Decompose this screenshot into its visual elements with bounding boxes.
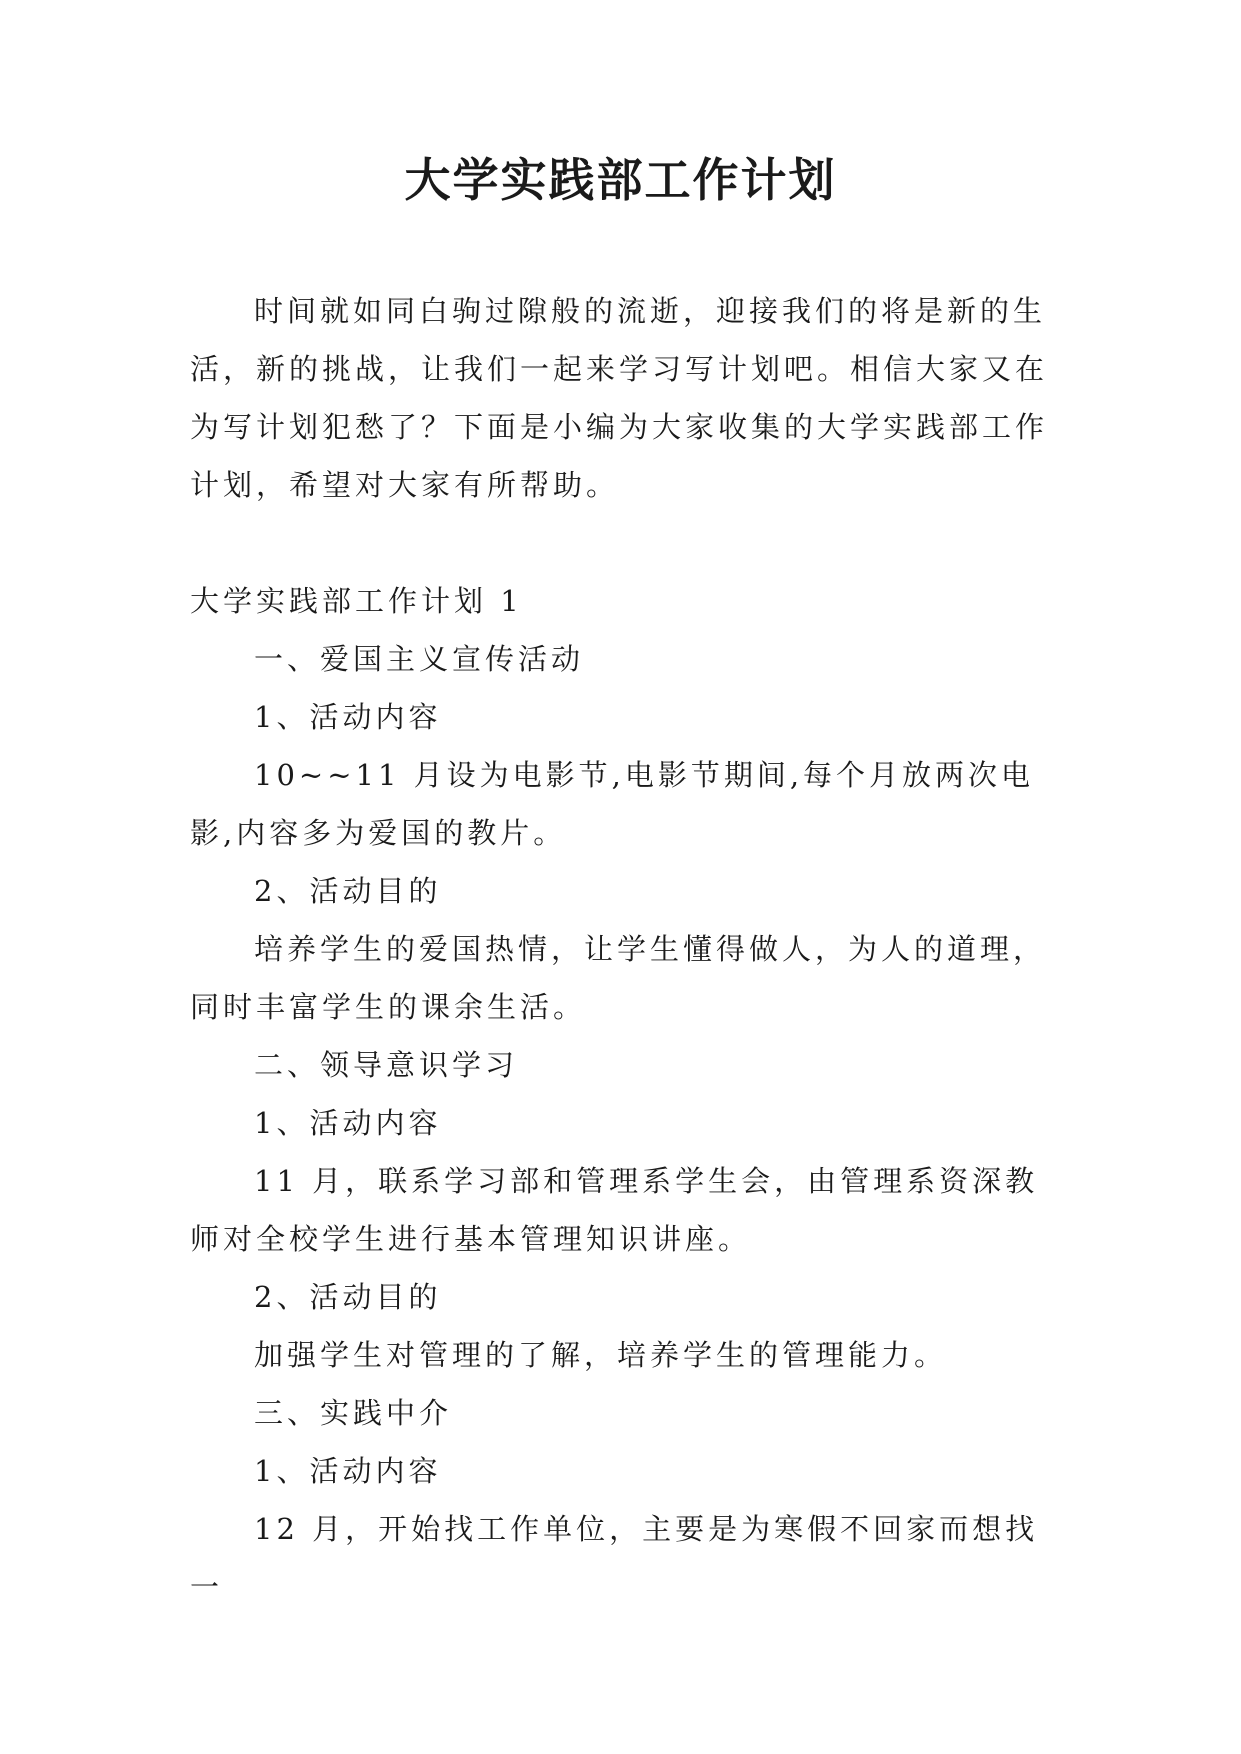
paragraph-film-festival: 10~~11 月设为电影节,电影节期间,每个月放两次电影,内容多为爱国的教片。 — [190, 758, 1035, 850]
heading-practice-agency: 三、实践中介 — [254, 1396, 453, 1430]
document-title: 大学实践部工作计划 — [404, 153, 837, 207]
paragraph-patriotic-purpose: 培养学生的爱国热情，让学生懂得做人，为人的道理，同时丰富学生的课余生活。 — [190, 932, 1047, 1024]
heading-leadership-study: 二、领导意识学习 — [254, 1048, 519, 1082]
subheading-content-2: 1、活动内容 — [254, 1106, 442, 1140]
heading-patriotic-activity: 一、爱国主义宣传活动 — [254, 642, 585, 676]
paragraph-management-purpose: 加强学生对管理的了解，培养学生的管理能力。 — [254, 1338, 948, 1372]
section-heading: 大学实践部工作计划 1 — [190, 584, 523, 618]
subheading-purpose-2: 2、活动目的 — [254, 1280, 442, 1314]
paragraph-gap — [190, 514, 1060, 572]
subheading-purpose-1: 2、活动目的 — [254, 874, 442, 908]
subheading-content-3: 1、活动内容 — [254, 1454, 442, 1488]
paragraph-job-search: 12 月，开始找工作单位，主要是为寒假不回家而想找一 — [190, 1512, 1039, 1604]
paragraph-management-lecture: 11 月，联系学习部和管理系学生会，由管理系资深教师对全校学生进行基本管理知识讲座。 — [190, 1164, 1039, 1256]
document-body — [190, 282, 1060, 1616]
subheading-content-1: 1、活动内容 — [254, 700, 442, 734]
intro-paragraph: 时间就如同白驹过隙般的流逝，迎接我们的将是新的生活，新的挑战，让我们一起来学习写计划吧。相信大家又在为写计划犯愁了？下面是小编为大家收集的大学实践部工作计划，希望对大家有所帮助。 — [190, 294, 1049, 502]
